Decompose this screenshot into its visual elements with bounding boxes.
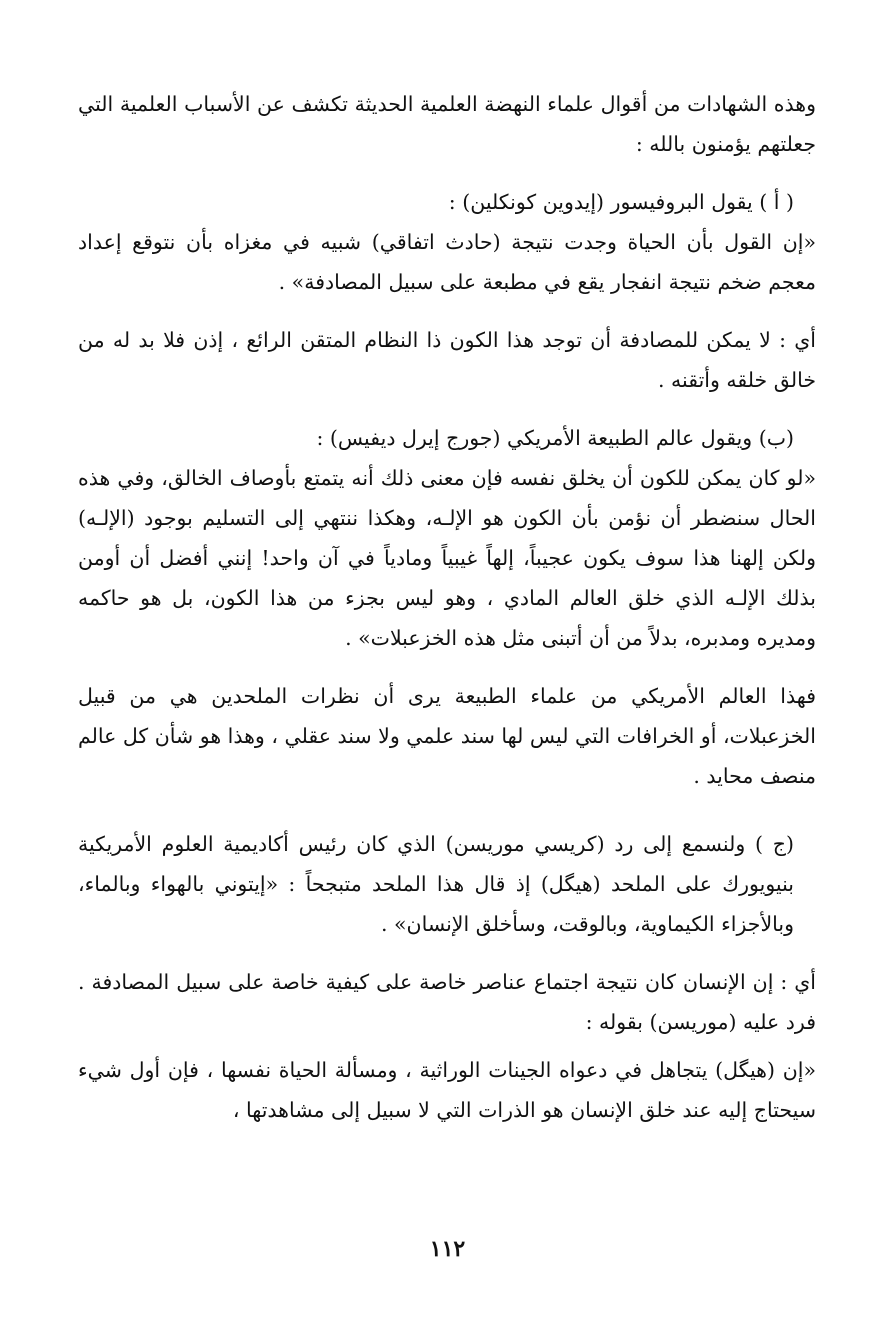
page-body (78, 84, 816, 1130)
page-number: ١١٢ (429, 1236, 466, 1262)
quote-morrison: «إن (هيگل) يتجاهل في دعواه الجينات الوراثية ، ومسألة الحياة نفسها ، فإن أول شيء سيحتاج إليه عند خلق الإنسان هو الذرات التي لا سبيل إلى مشاهدتها ، (78, 1058, 816, 1122)
quote-davis: «لو كان يمكن للكون أن يخلق نفسه فإن معنى ذلك أنه يتمتع بأوصاف الخالق، وفي هذه الحال سنضطر أن نؤمن بأن الكون هو الإلـه، وهكذا ننتهي إلى التسليم بوجود (الإلـه) ولكن إلهنا هذا سوف يكون عجيباً، إلهاً غيبياً ومادياً في آن واحد! إنني أفضل أن أومن بذلك الإلـه الذي خلق العالم المادي ، وهو ليس بجزء من هذا الكون، بل هو حاكمه ومديره ومدبره، بدلاً من أن أتبنى مثل هذه الخزعبلات» . (78, 466, 816, 650)
heading-c: (ج ) ولنسمع إلى رد (كريسي موريسن) الذي كان رئيس أكاديمية العلوم الأمريكية بنيويورك على الملحد (هيگل) إذ قال هذا الملحد متبجحاً : «إيتوني بالهواء وبالماء، وبالأجزاء الكيماوية، وبالوقت، وسأخلق الإنسان» . (78, 832, 794, 936)
heading-b: (ب) ويقول عالم الطبيعة الأمريكي (جورج إيرل ديفيس) : (316, 426, 794, 450)
commentary-paragraph-1: أي : لا يمكن للمصادفة أن توجد هذا الكون ذا النظام المتقن الرائع ، إذن فلا بد له من خالق خلقه وأتقنه . (78, 328, 816, 392)
heading-a: ( أ ) يقول البروفيسور (إيدوين كونكلين) : (448, 190, 794, 214)
intro-paragraph: وهذه الشهادات من أقوال علماء النهضة العلمية الحديثة تكشف عن الأسباب العلمية التي جعلتهم يؤمنون بالله : (78, 92, 816, 156)
quote-conklin: «إن القول بأن الحياة وجدت نتيجة (حادث اتفاقي) شبيه في مغزاه بأن نتوقع إعداد معجم ضخم نتيجة انفجار يقع في مطبعة على سبيل المصادفة» . (78, 230, 816, 294)
commentary-paragraph-2: فهذا العالم الأمريكي من علماء الطبيعة يرى أن نظرات الملحدين هي من قبيل الخزعبلات، أو الخرافات التي ليس لها سند علمي ولا سند عقلي ، وهذا هو شأن كل عالم منصف محايد . (78, 684, 816, 788)
commentary-paragraph-3: أي : إن الإنسان كان نتيجة اجتماع عناصر خاصة على كيفية خاصة على سبيل المصادفة . فرد عليه (موريسن) بقوله : (78, 970, 816, 1034)
